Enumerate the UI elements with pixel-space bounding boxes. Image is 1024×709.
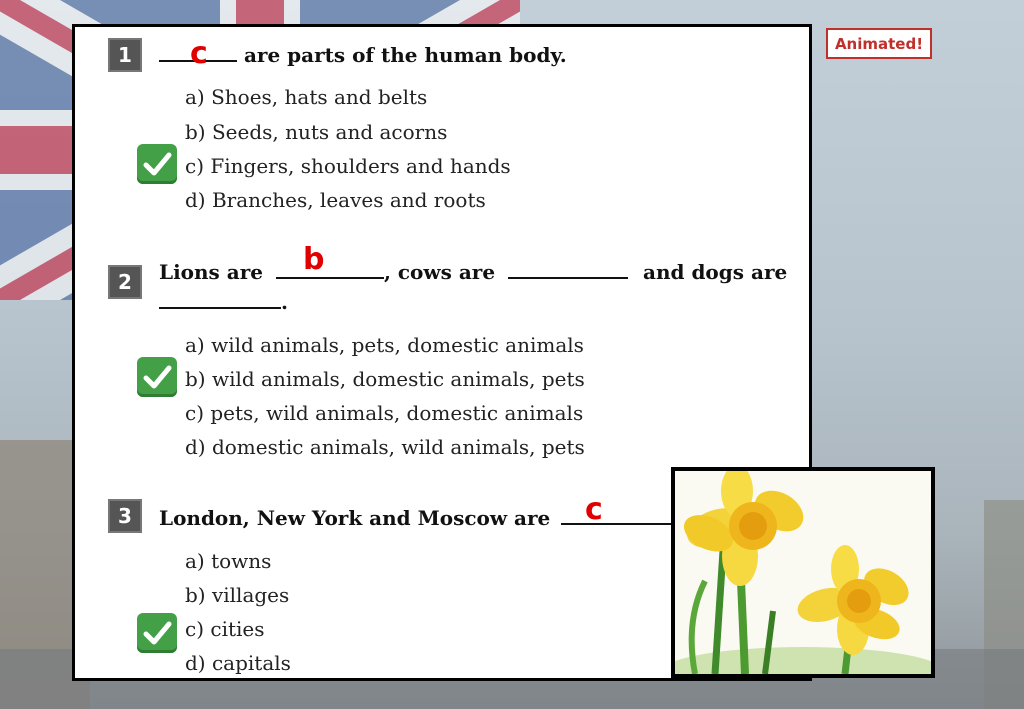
option: b) Seeds, nuts and acorns (185, 120, 448, 144)
option: c) pets, wild animals, domestic animals (185, 401, 584, 425)
check-mark-icon (137, 357, 177, 397)
question-stem: . (281, 290, 288, 314)
question-stem: , cows are (383, 260, 496, 284)
question-text-line2 (159, 289, 288, 314)
answer-blank (508, 259, 628, 279)
check-mark-icon (137, 613, 177, 653)
question-stem: Lions are (159, 260, 263, 284)
option: b) villages (185, 583, 290, 607)
filled-answer: c (190, 36, 208, 71)
question-text (159, 42, 567, 67)
answer-blank (159, 289, 281, 309)
filled-answer: b (303, 242, 325, 277)
daffodil-illustration (675, 471, 931, 674)
question-stem: and dogs are (643, 260, 788, 284)
check-mark-icon (137, 144, 177, 184)
animated-badge[interactable]: Animated! (826, 28, 932, 59)
question-text (159, 259, 787, 284)
option: d) capitals (185, 651, 291, 675)
question-stem: are parts of the human body. (243, 43, 567, 67)
daffodil-image (671, 467, 935, 678)
question-number: 2 (108, 265, 142, 299)
question-stem: London, New York and Moscow are (159, 506, 551, 530)
option: a) Shoes, hats and belts (185, 85, 428, 109)
option: c) cities (185, 617, 265, 641)
answer-blank (561, 505, 671, 525)
option: c) Fingers, shoulders and hands (185, 154, 511, 178)
question-number: 3 (108, 499, 142, 533)
option: b) wild animals, domestic animals, pets (185, 367, 585, 391)
faded-page-texture (635, 27, 815, 477)
question-number: 1 (108, 38, 142, 72)
option: d) domestic animals, wild animals, pets (185, 435, 585, 459)
option: d) Branches, leaves and roots (185, 188, 486, 212)
option: a) towns (185, 549, 272, 573)
filled-answer: c (585, 492, 603, 527)
option: a) wild animals, pets, domestic animals (185, 333, 584, 357)
answer-blank (276, 259, 384, 279)
